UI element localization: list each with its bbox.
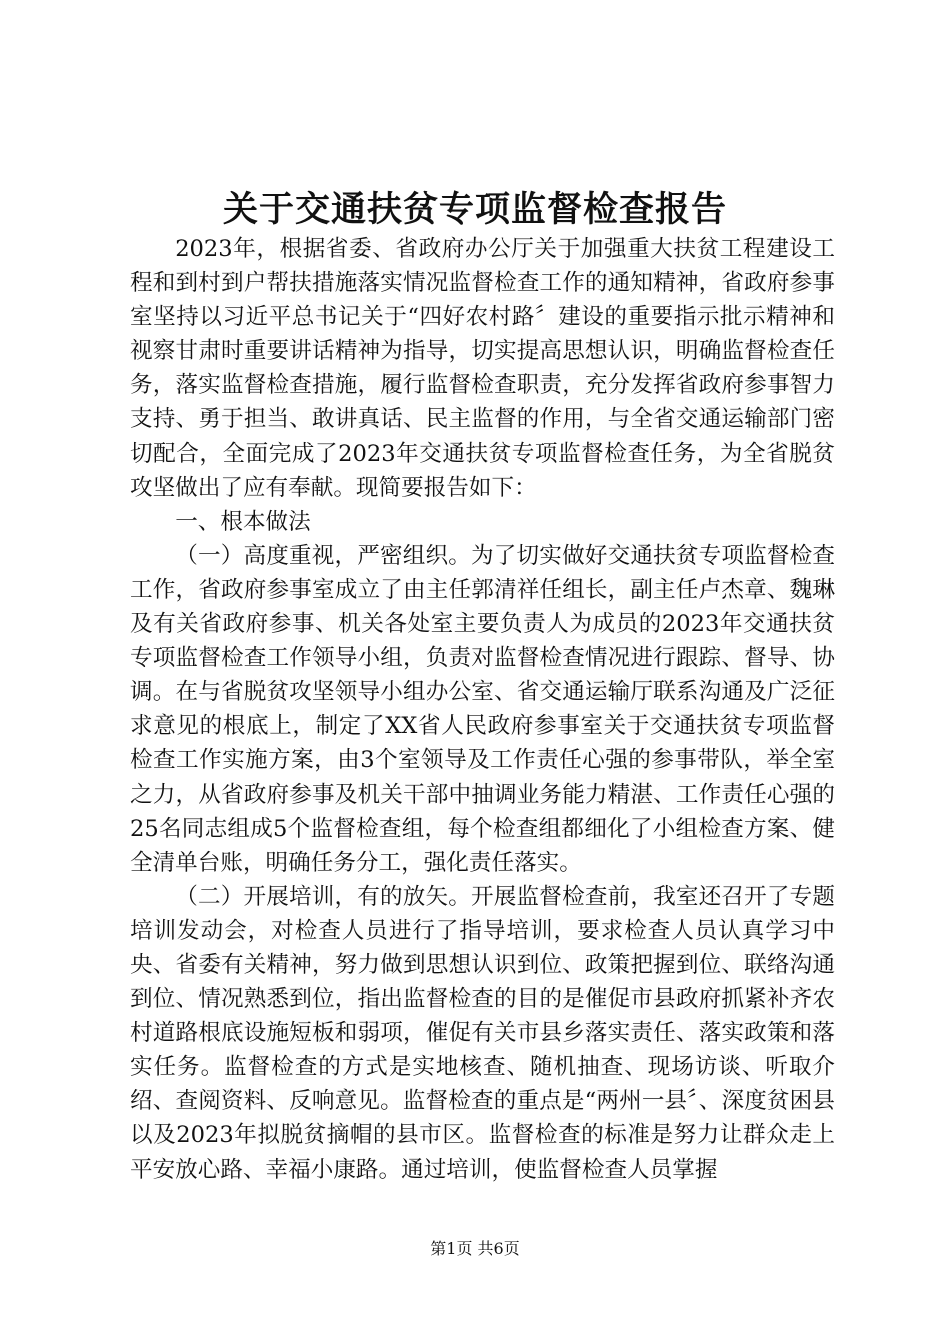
document-title: 关于交通扶贫专项监督检查报告 (222, 189, 727, 230)
paragraph-training: （二）开展培训，有的放矢。开展监督检查前，我室还召开了专题培训发动会，对检查人员进行了指导培训，要求检查人员认真学习中央、省委有关精神，努力做到思想认识到位、政策把握到位、联络沟通到位、情况熟悉到位，指出监督检查的目的是催促市县政府抓紧补齐农村道路根底设施短板和弱项，催促有关市县乡落实责任、落实政策和落实任务。监督检查的方式是实地核查、随机抽查、现场访谈、听取介绍、查阅资料、反响意见。监督检查的重点是“两州一县〞、深度贫困县以及2023年拟脱贫摘帽的县市区。监督检查的标准是努力让群众走上平安放心路、幸福小康路。通过培训，使监督检查人员掌握 (130, 883, 835, 1183)
page-footer: 第1页 共6页 (430, 1239, 520, 1258)
paragraph-organization: （一）高度重视，严密组织。为了切实做好交通扶贫专项监督检查工作，省政府参事室成立了由主任郭清祥任组长，副主任卢杰章、魏琳及有关省政府参事、机关各处室主要负责人为成员的2023年交通扶贫专项监督检查工作领导小组，负责对监督检查情况进行跟踪、督导、协调。在与省脱贫攻坚领导小组办公室、省交通运输厅联系沟通及广泛征求意见的根底上，制定了XX省人民政府参事室关于交通扶贫专项监督检查工作实施方案，由3个室领导及工作责任心强的参事带队，举全室之力，从省政府参事及机关干部中抽调业务能力精湛、工作责任心强的25名同志组成5个监督检查组，每个检查组都细化了小组检查方案、健全清单台账，明确任务分工，强化责任落实。 (130, 542, 835, 876)
paragraph-intro: 2023年，根据省委、省政府办公厅关于加强重大扶贫工程建设工程和到村到户帮扶措施落实情况监督检查工作的通知精神，省政府参事室坚持以习近平总书记关于“四好农村路〞建设的重要指示批示精神和视察甘肃时重要讲话精神为指导，切实提高思想认识，明确监督检查任务，落实监督检查措施，履行监督检查职责，充分发挥省政府参事智力支持、勇于担当、敢讲真话、民主监督的作用，与全省交通运输部门密切配合，全面完成了2023年交通扶贫专项监督检查任务，为全省脱贫攻坚做出了应有奉献。现简要报告如下： (130, 236, 835, 501)
section-heading: 一、根本做法 (175, 508, 311, 535)
document-body (130, 232, 835, 1187)
